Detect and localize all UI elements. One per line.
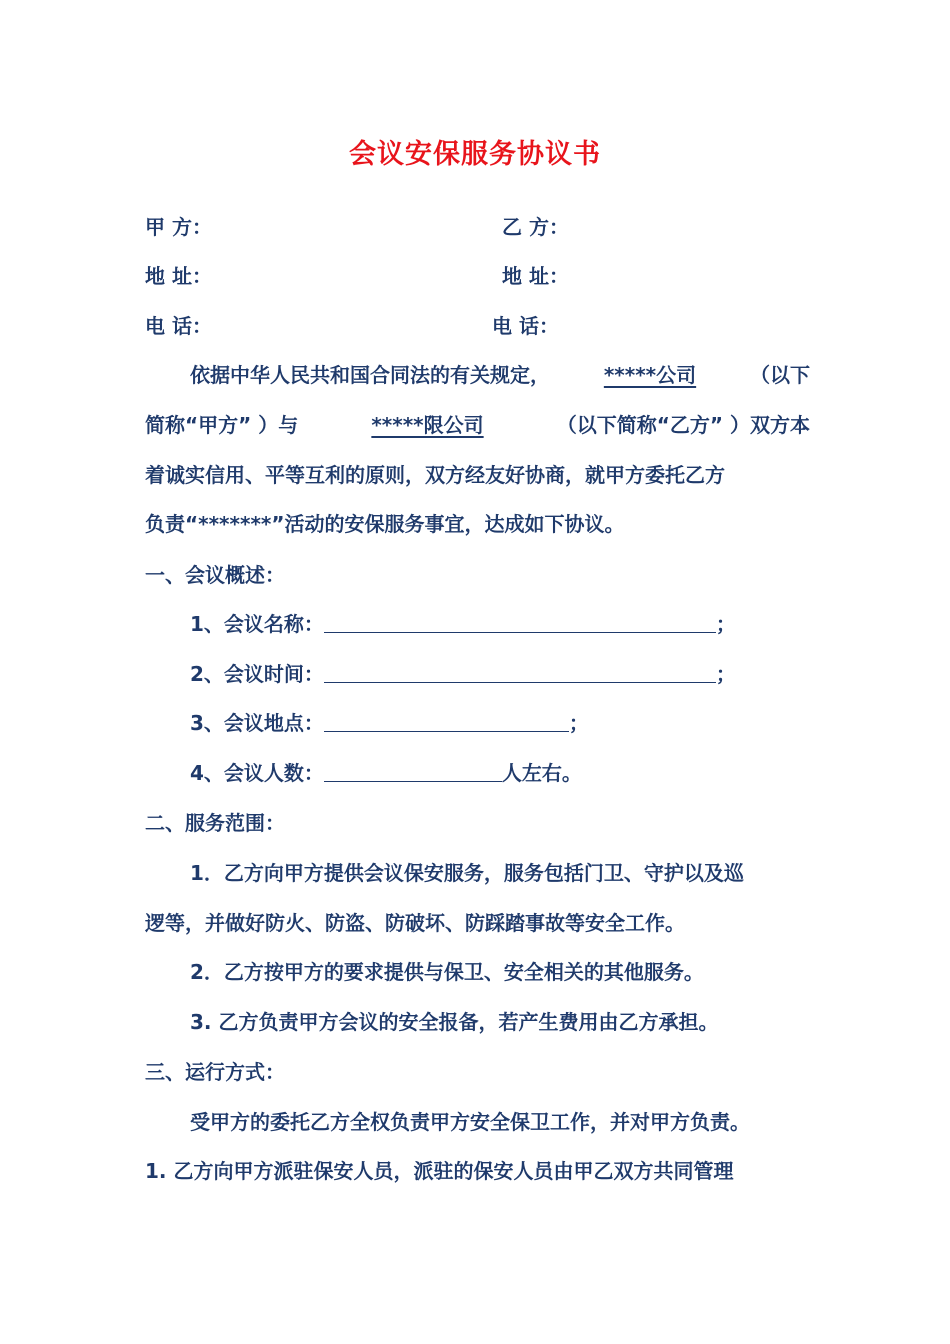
meeting-place-row (190, 708, 810, 738)
intro-line-3: 着诚实信用、平等互利的原则，双方经友好协商，就甲方委托乙方 (145, 463, 725, 487)
service-1-line-1: 1．乙方向甲方提供会议保安服务，服务包括门卫、守护以及巡 (190, 861, 744, 885)
row-end: ； (715, 612, 736, 636)
service-3: 3. 乙方负责甲方会议的安全报备，若产生费用由乙方承担。 (190, 1010, 719, 1034)
party-a-address-label: 地 址： (145, 264, 212, 288)
meeting-time-label: 2、会议时间： (190, 662, 324, 686)
intro-text: 简称“甲方” ）与 (145, 413, 299, 437)
row-end: 人左右。 (501, 761, 582, 785)
party-b-company: *****限公司 (371, 413, 484, 437)
intro-text: （以下简称“乙方” ）双方本 (556, 413, 810, 437)
meeting-time-row (190, 659, 810, 689)
row-end: ； (568, 711, 589, 735)
party-b-label: 乙 方： (502, 215, 569, 239)
meeting-place-blank (324, 709, 569, 732)
meeting-attendees-blank (324, 759, 502, 782)
section-2-heading: 二、服务范围： (145, 811, 285, 835)
service-1-line-2: 逻等，并做好防火、防盗、防破坏、防踩踏事故等安全工作。 (145, 911, 685, 935)
party-b-phone-label: 电 话： (492, 314, 559, 338)
party-a-phone-label: 电 话： (145, 314, 212, 338)
intro-text: 依据中华人民共和国合同法的有关规定， (190, 363, 550, 387)
party-b-address-label: 地 址： (502, 264, 569, 288)
row-end: ； (715, 662, 736, 686)
meeting-attendees-label: 4、会议人数： (190, 761, 324, 785)
meeting-name-blank (324, 610, 716, 633)
intro-text: （以下 (749, 363, 810, 387)
operation-paragraph-2: 1. 乙方向甲方派驻保安人员，派驻的保安人员由甲乙双方共同管理 (145, 1159, 734, 1183)
operation-paragraph-1: 受甲方的委托乙方全权负责甲方安全保卫工作，并对甲方负责。 (190, 1110, 750, 1134)
meeting-time-blank (324, 660, 716, 683)
meeting-name-label: 1、会议名称： (190, 612, 324, 636)
section-1-heading: 一、会议概述： (145, 563, 285, 587)
intro-line-1 (190, 360, 810, 390)
meeting-name-row (190, 609, 810, 639)
section-3-heading: 三、运行方式： (145, 1060, 285, 1084)
document-title: 会议安保服务协议书 (349, 139, 601, 170)
meeting-attendees-row (190, 758, 810, 788)
intro-line-4: 负责“*******”活动的安保服务事宜，达成如下协议。 (145, 512, 625, 536)
service-2: 2．乙方按甲方的要求提供与保卫、安全相关的其他服务。 (190, 960, 704, 984)
party-a-label: 甲 方： (145, 215, 212, 239)
intro-line-2 (145, 410, 810, 440)
meeting-place-label: 3、会议地点： (190, 711, 324, 735)
party-a-company: *****公司 (603, 363, 697, 387)
